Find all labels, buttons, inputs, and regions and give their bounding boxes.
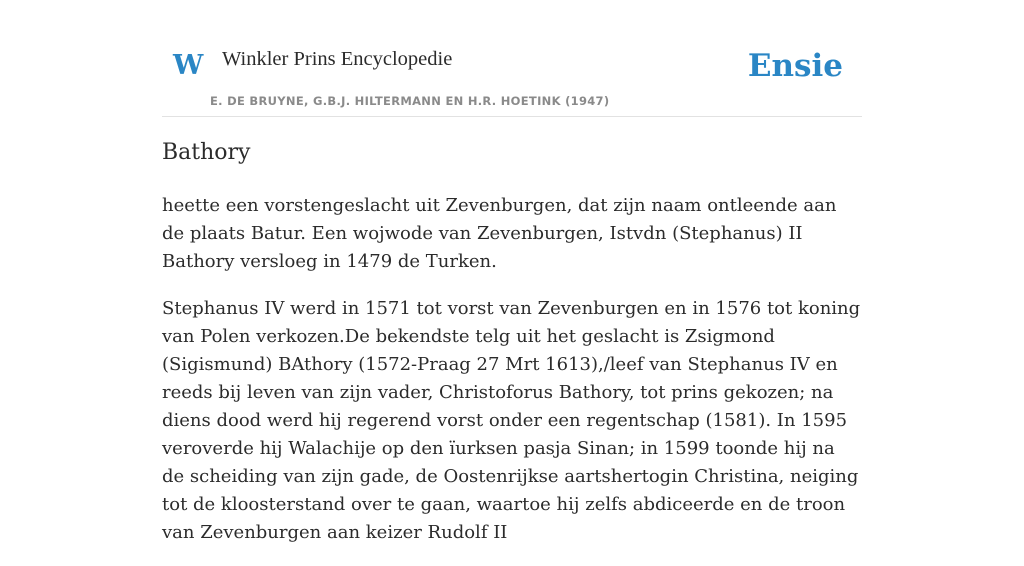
article-paragraph: Stephanus IV werd in 1571 tot vorst van Zevenburgen en in 1576 tot koning van Polen verkozen.De bekendste telg uit het geslacht is Zsigmond (Sigismund) BAthory (1572-Praag 27 Mrt 1613),/leef van Stephanus IV en reeds bij leven van zijn vader, Christoforus Bathory, tot prins gekozen; na diens dood werd hij regerend vorst onder een regentschap (1581). In 1595 veroverde hij Walachije op den ïurksen pasja Sinan; in 1599 toonde hij na de scheiding van zijn gade, de Oostenrijkse aartshertogin Christina, neiging tot de kloosterstand over te gaan, waartoe hij zelfs abdiceerde en de troon van Zevenburgen aan keizer Rudolf II (162, 298, 861, 543)
source-logo[interactable]: W (173, 50, 204, 81)
article-page (162, 0, 862, 543)
article-body (162, 192, 862, 566)
brand-logo[interactable]: Ensie (747, 48, 843, 84)
source-authors: E. DE BRUYNE, G.B.J. HILTERMANN EN H.R. HOETINK (1947) (210, 94, 610, 108)
source-title[interactable]: Winkler Prins Encyclopedie (222, 48, 453, 70)
article-title: Bathory (162, 140, 251, 165)
source-header (162, 0, 862, 117)
article-paragraph: heette een vorstengeslacht uit Zevenburgen, dat zijn naam ontleende aan de plaats Batur. Een wojwode van Zevenburgen, Istvdn (Stephanus) II Bathory versloeg in 1479 de Turken. (162, 195, 837, 272)
